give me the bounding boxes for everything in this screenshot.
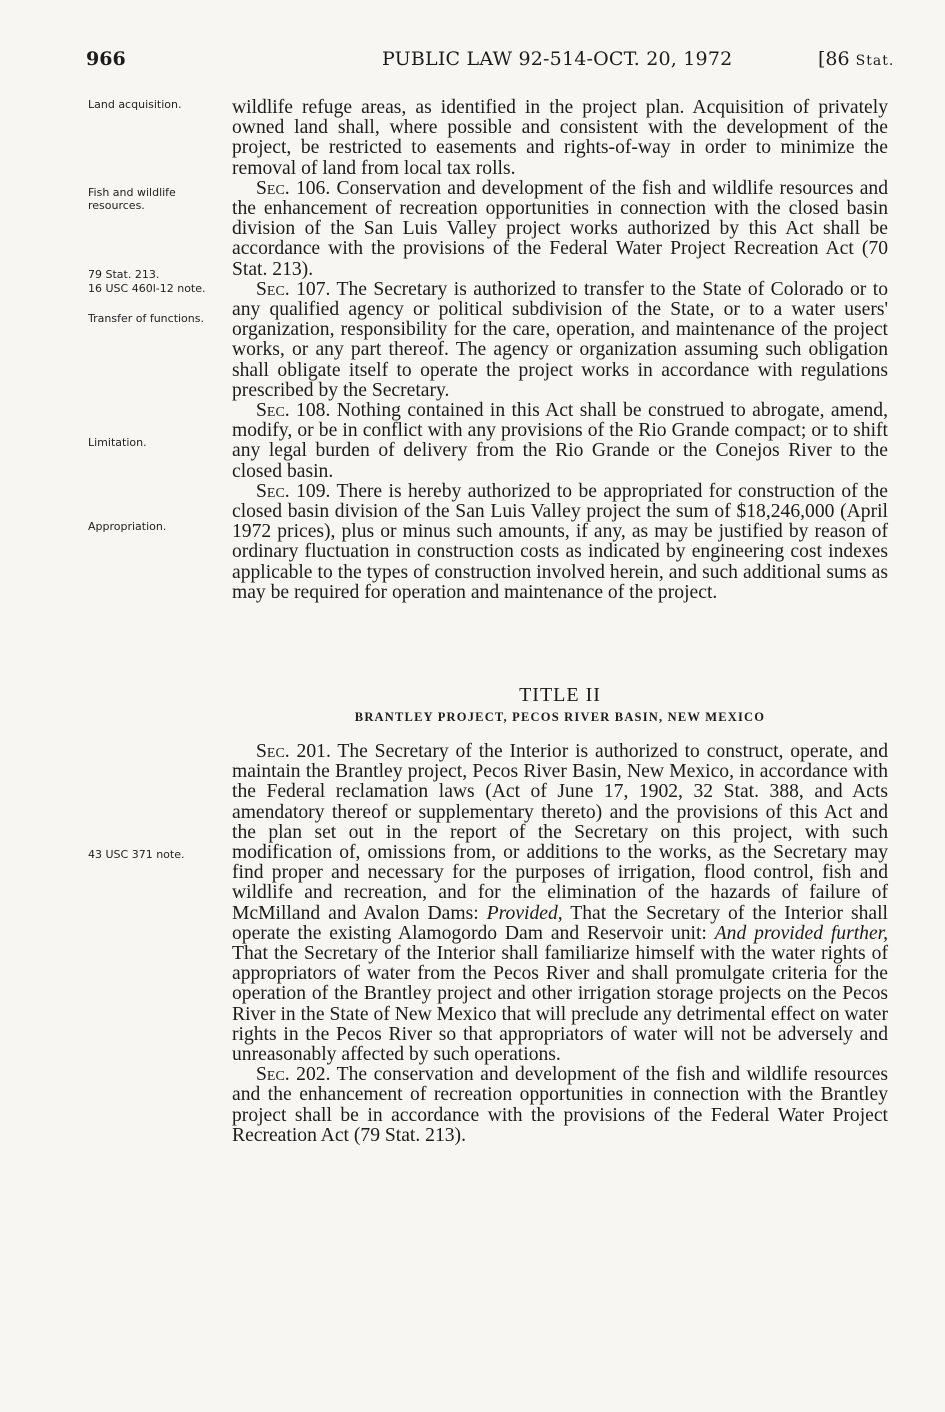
section-106 [232,179,888,280]
section-107-text: The Secretary is authorized to transfer to the State of Colorado or to any qualified agency or political subdivision of the State, or to a water users' organization, responsibility for the care, operation, and maintenance of the project works, or any part thereof. The agency or organization assuming such obligation shall obligate itself to operate the project works in accordance with regulations prescribed by the Secretary. [232,278,888,401]
margin-note-land: Land acquisition. [88,98,182,111]
section-106-label: Sec. 106. [256,177,331,199]
volume-prefix: [86 [818,48,850,70]
section-202-label: Sec. 202. [256,1064,331,1086]
page-number: 966 [86,48,126,70]
section-108 [232,401,888,482]
section-201 [232,742,888,1065]
title-subheading: BRANTLEY PROJECT, PECOS RIVER BASIN, NEW MEXICO [354,710,766,724]
margin-note-citation-1: 79 Stat. 213. [88,268,160,281]
page-header [0,44,945,78]
section-201-provided-further: And provided further, [714,922,888,944]
section-109 [232,482,888,603]
body-text-upper [232,98,888,603]
body-text-lower [232,742,888,1146]
section-201-text-c: That the Secretary of the Interior shall familiarize himself with the water rights of appropriators of water from the Pecos River and shall promulgate criteria for the operation of the Brantley project and other irrigation storage projects on the Pecos River in the State of New Mexico that will preclude any detrimental effect on water rights in the Pecos River so that appropriators of water will not be adversely and unreasonably affected by such operations. [232,943,888,1066]
section-106-text: Conservation and development of the fish and wildlife resources and the enhancement of recreation opportunities in connection with the closed basin division of the San Luis Valley project works authorized by this Act shall be accordance with the provisions of the Federal Water Project Recreation Act (70 Stat. 213). [232,177,889,280]
volume-reference [818,48,894,70]
section-201-text-b: That the Secretary of the Interior shall operate the existing Alamogordo Dam and Reservoir unit: [232,902,888,944]
volume-label: Stat. [855,53,895,69]
running-title: PUBLIC LAW 92-514-OCT. 20, 1972 [382,48,733,70]
section-201-label: Sec. 201. [256,741,331,762]
section-107 [232,280,888,401]
section-108-label: Sec. 108. [256,400,331,422]
title-heading: TITLE II [519,684,601,706]
margin-note-transfer: Transfer of functions. [88,312,204,325]
section-201-provided: Provided, [486,902,563,924]
margin-note-limitation: Limitation. [88,436,147,449]
margin-note-appropriation: Appropriation. [88,520,167,533]
margin-note-fish: Fish and wildlife resources. [88,186,176,212]
margin-note-citation-2: 16 USC 460l-12 note. [88,282,206,295]
section-107-label: Sec. 107. [256,278,331,300]
section-201-text-a: The Secretary of the Interior is authorized to construct, operate, and maintain the Brantley project, Pecos River Basin, New Mexico, in accordance with the Federal reclamation laws (Act of June 17, 1902, 32 Stat. 388, and Acts amendatory thereof or supplementary thereto) and the provisions of this Act and the plan set out in the report of the Secretary on this project, with such modification of, omissions from, or additions to the works, as the Secretary may find proper and necessary for the purposes of irrigation, flood control, fish and wildlife and recreation, and for the elimination of the hazards of failure of McMilland and Avalon Dams: [232,741,888,924]
section-202-text: The conservation and development of the fish and wildlife resources and the enhancement of recreation opportunities in connection with the Brantley project shall be in accordance with the provisions of the Federal Water Project Recreation Act (79 Stat. 213). [232,1064,888,1146]
section-109-label: Sec. 109. [256,480,331,502]
section-109-text: There is hereby authorized to be appropriated for construction of the closed basin division of the San Luis Valley project the sum of $18,246,000 (April 1972 prices), plus or minus such amounts, if any, as may be justified by reason of ordinary fluctuation in construction costs as indicated by engineering cost indexes applicable to the types of construction involved herein, and such additional sums as may be required for operation and maintenance of the project. [232,480,888,603]
paragraph-continuation: wildlife refuge areas, as identified in the project plan. Acquisition of privately owned land shall, where possible and consistent with the development of the project, be restricted to easements and rights-of-way in order to minimize the removal of land from local tax rolls. [232,97,888,179]
section-202 [232,1065,888,1146]
margin-note-citation-3: 43 USC 371 note. [88,848,185,861]
section-108-text: Nothing contained in this Act shall be construed to abrogate, amend, modify, or be in conflict with any provisions of the Rio Grande compact; or to shift any legal burden of delivery from the Rio Grande or the Conejos River to the closed basin. [232,400,889,482]
